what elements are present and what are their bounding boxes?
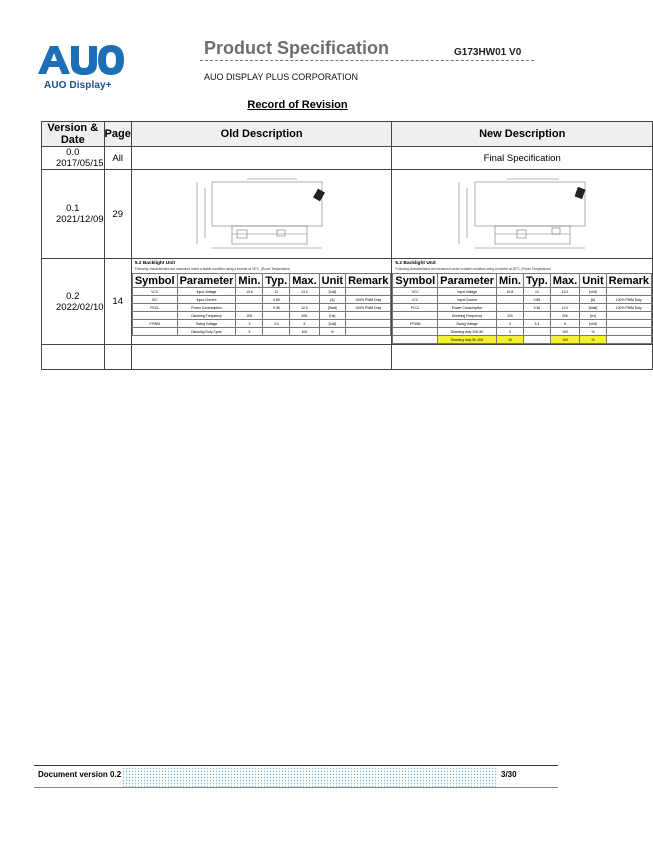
bl-cell <box>263 312 290 320</box>
new-description-cell <box>392 170 653 259</box>
bl-cell: 12.0 <box>550 304 579 312</box>
bl-cell: 5 <box>290 320 319 328</box>
bl-cell: Power Consumption <box>177 304 236 312</box>
bl-cell <box>346 320 391 328</box>
bl-cell <box>263 328 290 336</box>
backlight-title: 5.2 Backlight Unit <box>134 261 176 266</box>
bl-cell <box>393 328 438 336</box>
bl-cell <box>606 328 651 336</box>
bl-cell <box>236 296 263 304</box>
new-description-cell <box>392 345 653 370</box>
bl-row <box>393 328 652 336</box>
company-name: AUO DISPLAY PLUS CORPORATION <box>204 72 359 82</box>
bl-cell <box>393 312 438 320</box>
bl-cell: 0.85 <box>263 296 290 304</box>
bl-row <box>132 304 391 312</box>
bl-cell <box>550 296 579 304</box>
bl-col: Remark <box>346 274 391 288</box>
date: 2017/05/15 <box>56 158 104 169</box>
bl-cell: 20K <box>550 312 579 320</box>
bl-cell: Power Consumption <box>438 304 497 312</box>
footer-divider-bottom <box>34 787 558 788</box>
bl-cell <box>523 336 550 344</box>
table-row <box>42 345 653 370</box>
bl-cell: 9.36 <box>263 304 290 312</box>
bl-cell: 5 <box>236 328 263 336</box>
bl-cell: Dimming duty 5K-20K <box>438 336 497 344</box>
document-version: Document version 0.2 <box>38 770 122 779</box>
bl-cell: PCCL <box>393 304 438 312</box>
bl-row-highlighted <box>393 336 652 344</box>
bl-cell <box>346 288 391 296</box>
bl-col: Parameter <box>438 274 497 288</box>
bl-cell <box>496 296 523 304</box>
bl-cell: Dimming Frequency <box>438 312 497 320</box>
bl-cell: 12.0 <box>290 304 319 312</box>
bl-col: Symbol <box>393 274 438 288</box>
footer-dot-pattern <box>122 767 498 787</box>
bl-cell: 0.85 <box>523 296 550 304</box>
bl-cell: Swing Voltage <box>438 320 497 328</box>
bl-cell: PCCL <box>132 304 177 312</box>
bl-cell: 3 <box>236 320 263 328</box>
bl-cell: Dimming duty 20K-5K <box>438 328 497 336</box>
bl-cell: Input Voltage <box>177 288 236 296</box>
record-of-revision-title: Record of Revision <box>247 99 348 111</box>
bl-row <box>132 320 391 328</box>
bl-cell <box>236 304 263 312</box>
bl-row <box>393 320 652 328</box>
header-new-description: New Description <box>392 122 653 147</box>
bl-cell: Dimming Duty Cycle <box>177 328 236 336</box>
date: 2021/12/09 <box>56 214 104 225</box>
new-mechanical-drawing <box>447 176 597 252</box>
header-old-description: Old Description <box>131 122 392 147</box>
bl-cell: 3.3 <box>523 320 550 328</box>
version: 0.2 <box>66 290 80 302</box>
table-row <box>42 259 653 345</box>
bl-cell: % <box>580 328 606 336</box>
backlight-title: 5.2 Backlight Unit <box>395 261 436 266</box>
bl-cell: 12 <box>263 288 290 296</box>
page-title: Product Specification <box>204 38 390 58</box>
bl-row <box>132 288 391 296</box>
page-cell: All <box>104 147 131 170</box>
bl-cell: [Volt] <box>580 320 606 328</box>
bl-cell: 10.8 <box>496 288 523 296</box>
bl-cell: 20K <box>290 312 319 320</box>
bl-cell: [Hz] <box>580 312 606 320</box>
bl-cell <box>132 312 177 320</box>
bl-cell: FPWM <box>393 320 438 328</box>
old-description-cell <box>131 345 392 370</box>
bl-cell: 3 <box>496 320 523 328</box>
page-cell: 29 <box>104 170 131 259</box>
bl-cell: % <box>580 336 606 344</box>
bl-cell: 100% PWM Duty <box>606 304 651 312</box>
table-row <box>42 170 653 259</box>
new-description-cell: Final Specification <box>392 147 653 170</box>
bl-col: Min. <box>236 274 263 288</box>
footer-divider-top <box>34 765 558 766</box>
version-date-cell <box>42 147 105 170</box>
bl-cell: [A] <box>580 296 606 304</box>
bl-col: Min. <box>496 274 523 288</box>
new-description-cell <box>392 259 653 345</box>
old-description-cell <box>131 170 392 259</box>
bl-cell: [Watt] <box>580 304 606 312</box>
bl-row <box>393 312 652 320</box>
bl-col: Unit <box>580 274 606 288</box>
version: 0.1 <box>66 203 80 214</box>
bl-cell: % <box>319 328 345 336</box>
bl-cell: FPWM <box>132 320 177 328</box>
bl-cell <box>606 336 651 344</box>
revision-table-header <box>42 122 653 147</box>
bl-cell: 100 <box>290 328 319 336</box>
bl-cell <box>606 288 651 296</box>
bl-col: Typ. <box>523 274 550 288</box>
bl-cell <box>523 328 550 336</box>
bl-row <box>393 288 652 296</box>
bl-cell: [Volt] <box>319 320 345 328</box>
bl-row <box>132 312 391 320</box>
revision-table <box>41 121 653 370</box>
bl-cell: 9.36 <box>523 304 550 312</box>
backlight-note: Following characteristics are measured under a stable condition using a inverter at 25°C. (Room Temperature) <box>134 267 291 271</box>
bl-cell: 100% PWM Duty <box>346 304 391 312</box>
bl-cell <box>606 320 651 328</box>
bl-cell: 13.2 <box>550 288 579 296</box>
bl-cell: 10 <box>496 336 523 344</box>
header-page: Page <box>104 122 131 147</box>
bl-cell: 3.3 <box>263 320 290 328</box>
date: 2022/02/10 <box>56 301 104 313</box>
bl-cell: Input Current <box>177 296 236 304</box>
bl-cell: 10.6 <box>236 288 263 296</box>
old-mechanical-drawing <box>187 176 337 252</box>
version-date-cell <box>42 345 105 370</box>
bl-cell: VCC <box>393 288 438 296</box>
bl-cell <box>346 328 391 336</box>
bl-row <box>393 304 652 312</box>
version: 0.0 <box>66 147 80 158</box>
bl-row <box>132 328 391 336</box>
bl-cell: 100 <box>550 328 579 336</box>
header-divider <box>200 60 534 61</box>
bl-cell: 200 <box>236 312 263 320</box>
bl-cell: ICC <box>393 296 438 304</box>
bl-cell <box>523 312 550 320</box>
page-number: 3/30 <box>501 770 517 779</box>
bl-cell <box>346 312 391 320</box>
model-number: G173HW01 V0 <box>454 47 522 58</box>
bl-row <box>393 296 652 304</box>
bl-cell: Swing Voltage <box>177 320 236 328</box>
backlight-table-new <box>392 273 652 344</box>
bl-cell: 5 <box>550 320 579 328</box>
bl-cell: 13.2 <box>290 288 319 296</box>
header-version-date: Version & Date <box>42 122 105 147</box>
bl-cell <box>393 336 438 344</box>
bl-cell: [Volt] <box>580 288 606 296</box>
bl-cell: 100% PWM Duty <box>346 296 391 304</box>
backlight-table-old <box>132 273 392 336</box>
bl-cell <box>132 328 177 336</box>
bl-col: Typ. <box>263 274 290 288</box>
bl-col: Remark <box>606 274 651 288</box>
bl-cell: Dimming Frequency <box>177 312 236 320</box>
version-date-cell <box>42 259 105 345</box>
bl-cell <box>496 304 523 312</box>
version-date-cell <box>42 170 105 259</box>
bl-cell: [Volt] <box>319 288 345 296</box>
bl-cell: 100 <box>550 336 579 344</box>
bl-col: Max. <box>550 274 579 288</box>
bl-col: Max. <box>290 274 319 288</box>
bl-col: Symbol <box>132 274 177 288</box>
old-description-cell <box>131 147 392 170</box>
logo-text: AUO Display+ <box>44 80 112 91</box>
bl-cell: 200 <box>496 312 523 320</box>
bl-cell: ICC <box>132 296 177 304</box>
bl-row <box>132 296 391 304</box>
bl-cell: [A] <box>319 296 345 304</box>
bl-cell <box>290 296 319 304</box>
bl-cell: 12 <box>523 288 550 296</box>
bl-cell: [Watt] <box>319 304 345 312</box>
bl-cell: 100% PWM Duty <box>606 296 651 304</box>
bl-cell: 5 <box>496 328 523 336</box>
bl-cell: VCC <box>132 288 177 296</box>
page-cell <box>104 345 131 370</box>
bl-col: Parameter <box>177 274 236 288</box>
bl-cell: Input Voltage <box>438 288 497 296</box>
table-row <box>42 147 653 170</box>
backlight-note: Following characteristics are measured under a stable condition using a inverter at 25°C. (Room Temperature) <box>395 267 551 271</box>
old-description-cell <box>131 259 392 345</box>
bl-cell: [Hz] <box>319 312 345 320</box>
bl-cell <box>606 312 651 320</box>
bl-cell: Input Current <box>438 296 497 304</box>
bl-col: Unit <box>319 274 345 288</box>
page-cell: 14 <box>104 259 131 345</box>
